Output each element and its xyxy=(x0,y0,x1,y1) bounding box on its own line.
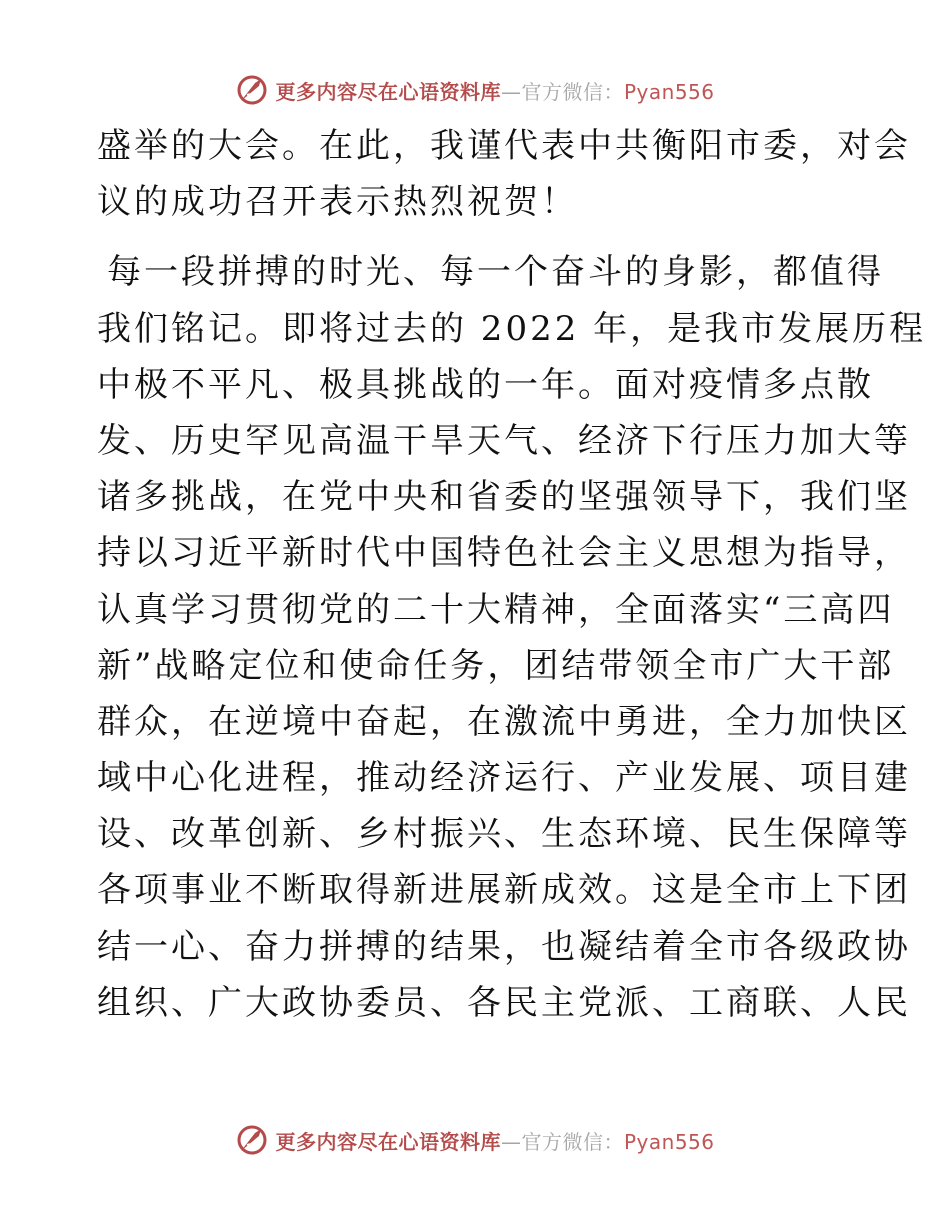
text-line: 持以习近平新时代中国特色社会主义思想为指导， xyxy=(97,533,911,574)
watermark-brand: 更多内容尽在心语资料库 xyxy=(275,1129,501,1154)
header-watermark xyxy=(0,70,950,110)
watermark-wechat-id: Pyan556 xyxy=(623,1129,715,1154)
text-line: 中极不平凡、极具挑战的一年。面对疫情多点散 xyxy=(97,364,874,405)
text-line: 诸多挑战，在党中央和省委的坚强领导下，我们坚 xyxy=(97,477,911,518)
text-line: 盛举的大会。在此，我谨代表中共衡阳市委，对会 xyxy=(97,126,911,166)
footer-watermark xyxy=(0,1120,950,1160)
watermark-wechat-label: —官方微信： xyxy=(500,1129,624,1154)
watermark-text xyxy=(275,1126,714,1155)
watermark-wechat-id: Pyan556 xyxy=(623,79,715,104)
paragraph-2 xyxy=(97,244,927,1031)
paragraph-1 xyxy=(97,118,911,230)
text-line: 新”战略定位和使命任务，团结带领全市广大干部 xyxy=(97,645,895,686)
text-line: 群众，在逆境中奋起，在激流中勇进，全力加快区 xyxy=(97,701,911,742)
text-line: 组织、广大政协委员、各民主党派、工商联、人民 xyxy=(97,982,911,1023)
watermark-brand: 更多内容尽在心语资料库 xyxy=(275,79,501,104)
logo-icon xyxy=(235,73,269,107)
text-line: 每一段拼搏的时光、每一个奋斗的身影，都值得 xyxy=(107,252,884,293)
text-line: 我们铭记。即将过去的 2022 年，是我市发展历程 xyxy=(97,308,927,349)
text-line: 域中心化进程，推动经济运行、产业发展、项目建 xyxy=(97,758,911,799)
logo-icon xyxy=(235,1123,269,1157)
text-line: 设、改革创新、乡村振兴、生态环境、民生保障等 xyxy=(97,814,911,855)
text-line: 发、历史罕见高温干旱天气、经济下行压力加大等 xyxy=(97,420,911,461)
watermark-wechat-label: —官方微信： xyxy=(500,79,624,104)
text-line: 结一心、奋力拼搏的结果，也凝结着全市各级政协 xyxy=(97,926,911,967)
watermark-text xyxy=(275,76,714,105)
document-body xyxy=(97,118,927,1031)
text-line: 各项事业不断取得新进展新成效。这是全市上下团 xyxy=(97,870,911,911)
text-line: 认真学习贯彻党的二十大精神，全面落实“三高四 xyxy=(97,589,895,630)
text-line: 议的成功召开表示热烈祝贺！ xyxy=(97,182,578,223)
